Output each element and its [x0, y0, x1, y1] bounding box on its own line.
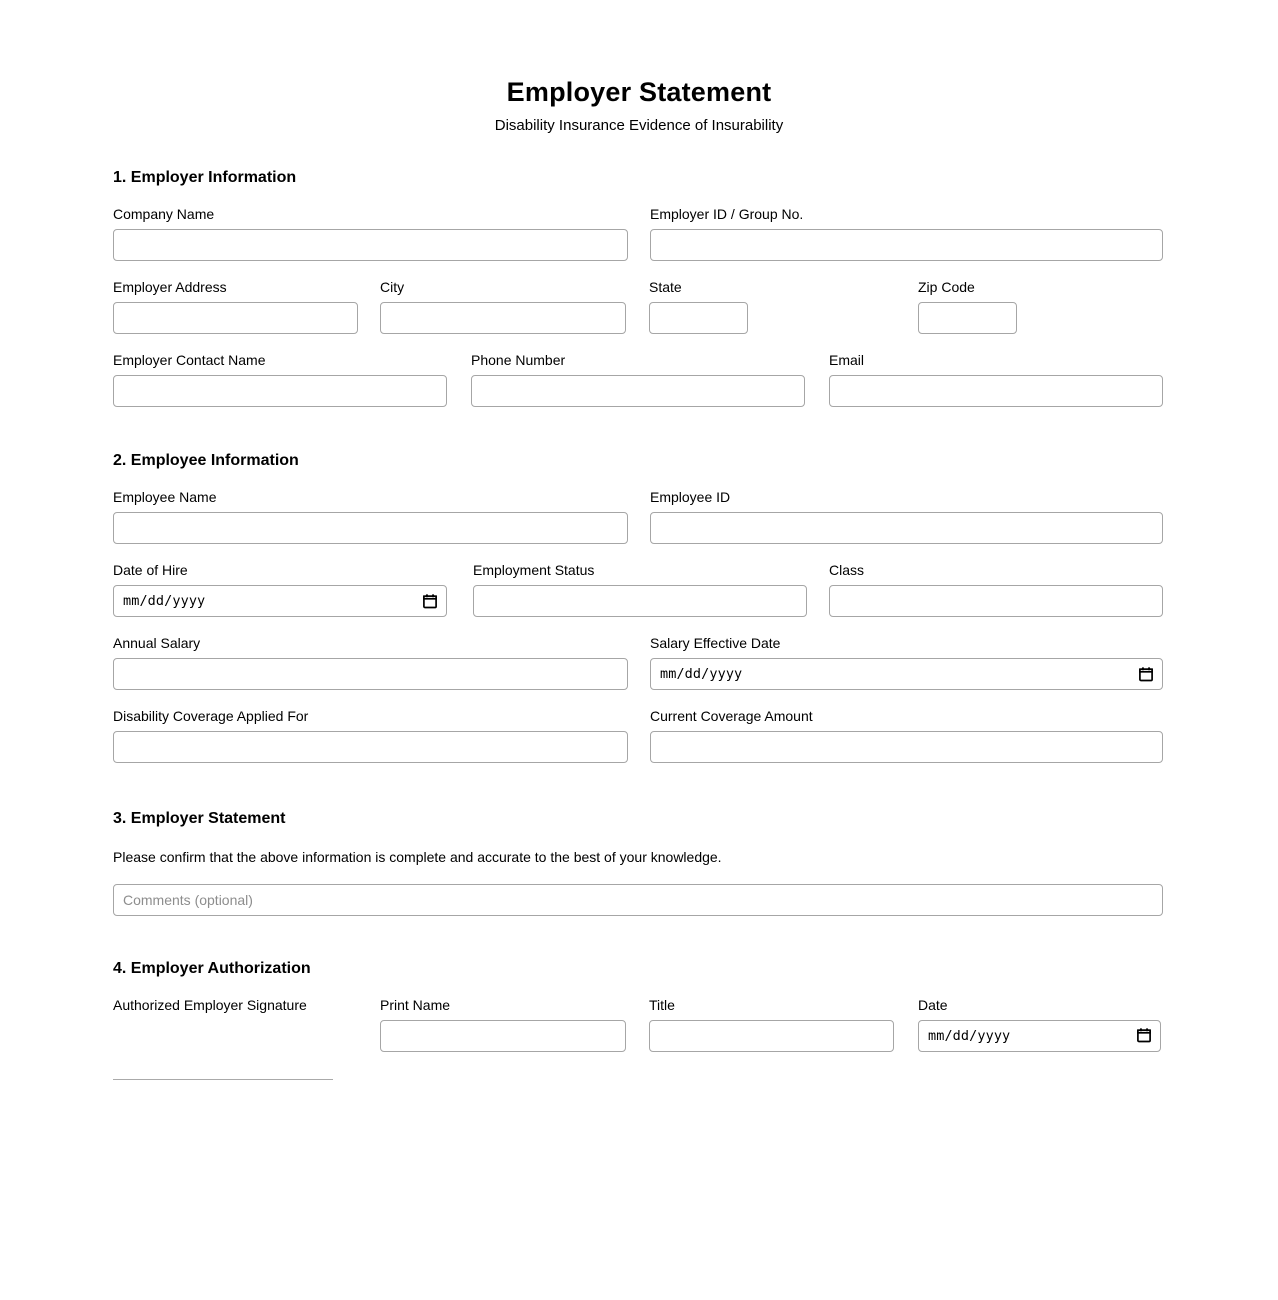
field-company-name: [113, 206, 628, 261]
field-state: [649, 279, 748, 334]
label-phone-number: Phone Number: [471, 352, 566, 369]
input-disability-coverage[interactable]: [113, 731, 628, 763]
label-employer-address: Employer Address: [113, 279, 227, 296]
row-coverage: [113, 708, 1163, 763]
row-contact: [113, 352, 1163, 407]
label-annual-salary: Annual Salary: [113, 635, 201, 652]
input-current-coverage[interactable]: [650, 731, 1163, 763]
statement-instructions: Please confirm that the above information is complete and accurate to the best of your knowledge.: [113, 848, 722, 865]
section-heading-employer-authorization: 4. Employer Authorization: [113, 959, 311, 977]
date-of-hire-placeholder: mm/dd/yyyy: [123, 593, 206, 610]
form-content: [113, 168, 1163, 1080]
input-annual-salary[interactable]: [113, 658, 628, 690]
input-contact-name[interactable]: [113, 375, 447, 407]
row-company: [113, 206, 1163, 261]
label-city: City: [380, 279, 405, 296]
label-employer-id: Employer ID / Group No.: [650, 206, 804, 223]
input-employment-status[interactable]: [473, 585, 807, 617]
label-salary-effective-date: Salary Effective Date: [650, 635, 781, 652]
section-employer-authorization: [113, 959, 1163, 1080]
input-class[interactable]: [829, 585, 1163, 617]
calendar-icon[interactable]: [1137, 1028, 1151, 1043]
label-company-name: Company Name: [113, 206, 215, 223]
label-authorized-signature: Authorized Employer Signature: [113, 996, 307, 1013]
input-date-of-hire[interactable]: [113, 585, 447, 617]
row-authorization: [113, 997, 1163, 1080]
input-employer-address[interactable]: [113, 302, 358, 334]
input-employee-name[interactable]: [113, 512, 628, 544]
row-salary: [113, 635, 1163, 690]
field-annual-salary: [113, 635, 628, 690]
field-employer-address: [113, 279, 358, 334]
field-print-name: [380, 997, 626, 1052]
calendar-icon[interactable]: [423, 594, 437, 609]
section-heading-employee-information: 2. Employee Information: [113, 452, 299, 470]
label-date: Date: [918, 996, 948, 1013]
input-email[interactable]: [829, 375, 1163, 407]
input-employer-id[interactable]: [650, 229, 1163, 261]
field-contact-name: [113, 352, 447, 407]
label-title: Title: [649, 996, 675, 1013]
section-employer-statement: [113, 809, 1163, 915]
field-employee-name: [113, 489, 628, 544]
document-header: [0, 0, 1278, 135]
input-print-name[interactable]: [380, 1020, 626, 1052]
label-employee-id: Employee ID: [650, 489, 731, 506]
label-current-coverage: Current Coverage Amount: [650, 708, 813, 725]
salary-effective-date-placeholder: mm/dd/yyyy: [660, 666, 743, 683]
field-employer-id: [650, 206, 1163, 261]
field-phone-number: [471, 352, 805, 407]
calendar-icon[interactable]: [1139, 667, 1153, 682]
field-employee-id: [650, 489, 1163, 544]
field-date: [918, 997, 1161, 1052]
input-company-name[interactable]: [113, 229, 628, 261]
field-class: [829, 562, 1163, 617]
section-employer-information: [113, 168, 1163, 407]
page-title: Employer Statement: [506, 77, 772, 107]
field-email: [829, 352, 1163, 407]
field-salary-effective-date: [650, 635, 1163, 690]
section-heading-employer-information: 1. Employer Information: [113, 169, 297, 186]
label-contact-name: Employer Contact Name: [113, 352, 266, 369]
field-title: [649, 997, 894, 1052]
input-salary-effective-date[interactable]: [650, 658, 1163, 690]
field-date-of-hire: [113, 562, 447, 617]
label-class: Class: [829, 562, 865, 579]
label-disability-coverage: Disability Coverage Applied For: [113, 708, 309, 725]
signature-line[interactable]: [113, 1079, 333, 1080]
input-state[interactable]: [649, 302, 748, 334]
input-zip-code[interactable]: [918, 302, 1017, 334]
label-date-of-hire: Date of Hire: [113, 562, 188, 579]
row-address: [113, 279, 1163, 334]
label-state: State: [649, 279, 682, 296]
input-phone-number[interactable]: [471, 375, 805, 407]
section-heading-employer-statement: 3. Employer Statement: [113, 810, 286, 828]
label-print-name: Print Name: [380, 996, 451, 1013]
input-city[interactable]: [380, 302, 626, 334]
input-date[interactable]: [918, 1020, 1161, 1052]
label-employment-status: Employment Status: [473, 562, 595, 579]
field-disability-coverage: [113, 708, 628, 763]
label-employee-name: Employee Name: [113, 489, 217, 506]
field-employment-status: [473, 562, 807, 617]
field-city: [380, 279, 626, 334]
input-title[interactable]: [649, 1020, 894, 1052]
input-employee-id[interactable]: [650, 512, 1163, 544]
page-subtitle: Disability Insurance Evidence of Insurability: [494, 116, 784, 134]
field-signature: [113, 997, 358, 1080]
field-current-coverage: [650, 708, 1163, 763]
date-placeholder: mm/dd/yyyy: [928, 1027, 1011, 1044]
row-employee: [113, 489, 1163, 544]
row-hire: [113, 562, 1163, 617]
label-zip-code: Zip Code: [918, 279, 975, 296]
input-comments[interactable]: [113, 884, 1163, 916]
field-zip-code: [918, 279, 1017, 334]
section-employee-information: [113, 451, 1163, 763]
label-email: Email: [829, 352, 865, 369]
